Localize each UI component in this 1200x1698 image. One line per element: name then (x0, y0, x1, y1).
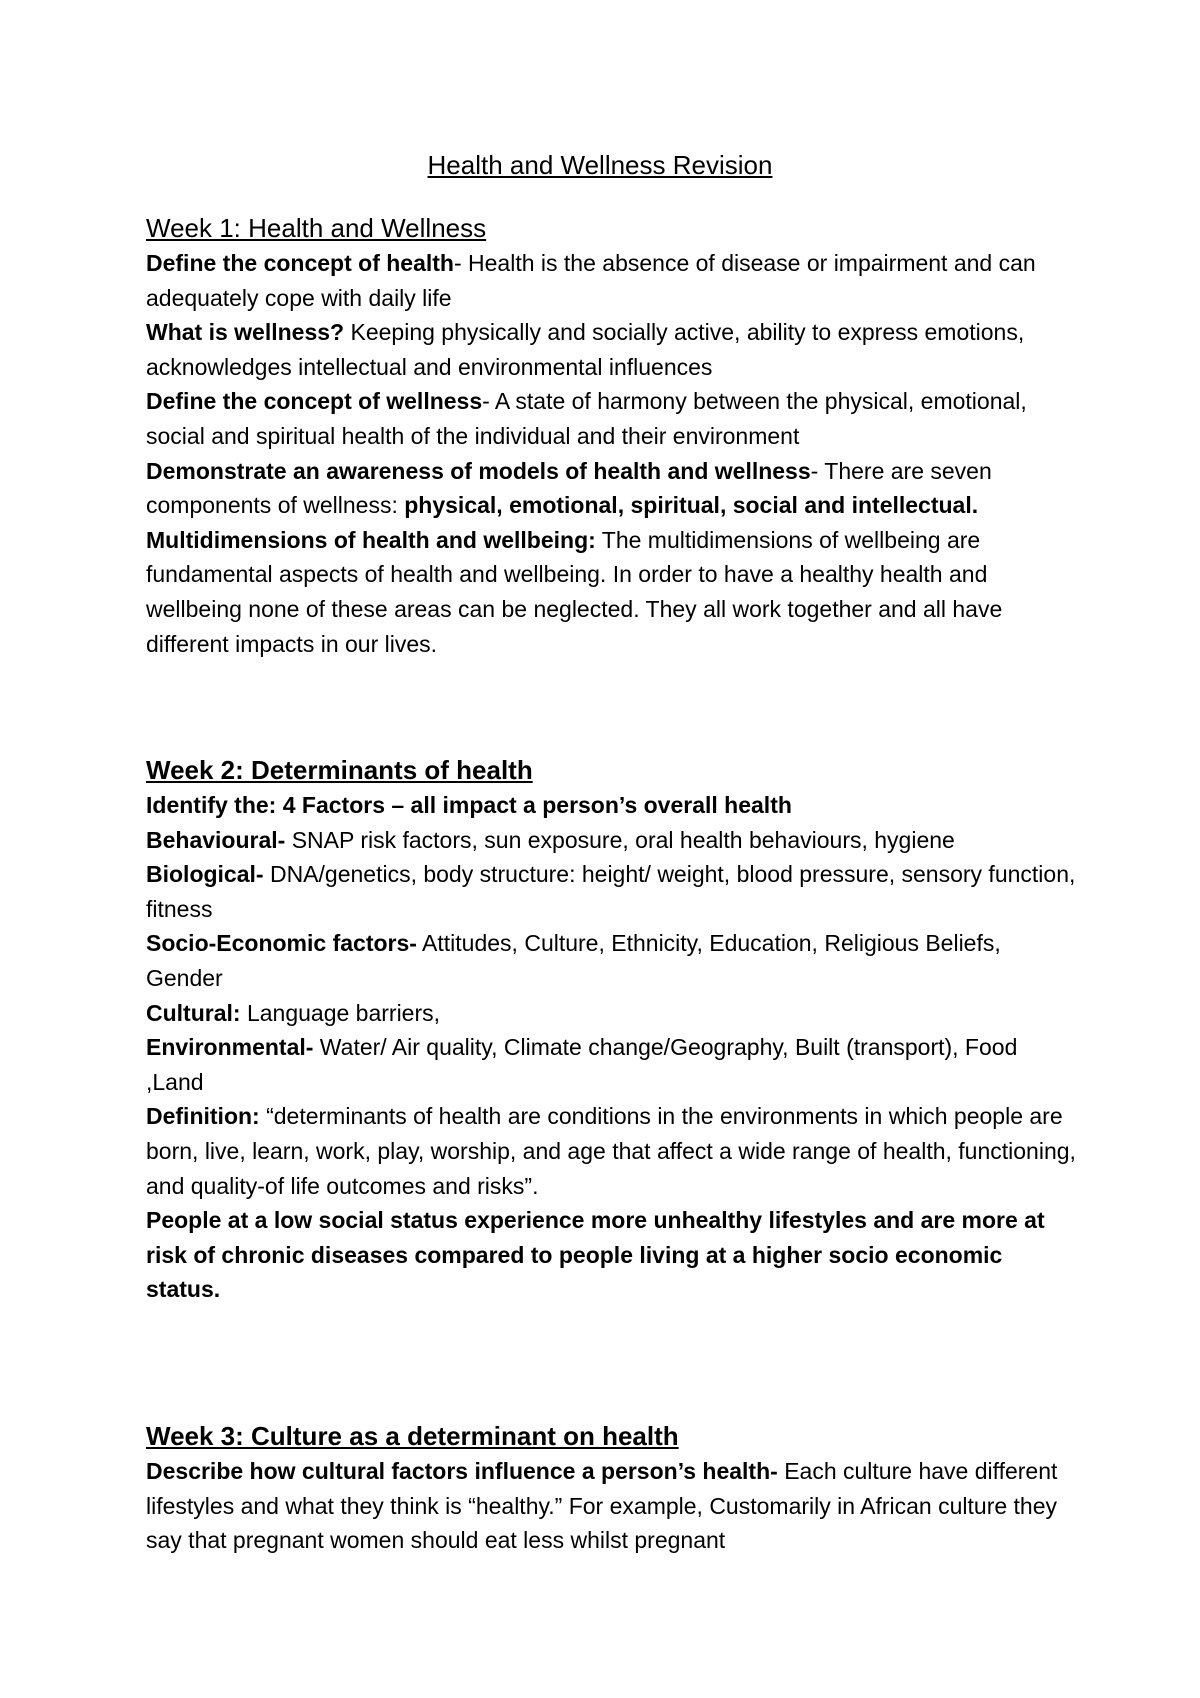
week1-item (146, 246, 1076, 315)
week2-identify: Identify the: 4 Factors – all impact a person’s overall health (146, 792, 792, 818)
item-text: “determinants of health are conditions in the environments in which people are born, live, learn, work, play, worship, and age that affect a wide range of health, functioning, and quality-of life outcomes and risks”. (146, 1103, 1076, 1199)
week3-item (146, 1454, 1076, 1558)
item-label: Describe how cultural factors influence a person’s health- (146, 1458, 778, 1484)
week2-section (146, 752, 1076, 1307)
item-text: DNA/genetics, body structure: height/ weight, blood pressure, sensory function, fitness (146, 861, 1076, 922)
item-label: Definition: (146, 1103, 260, 1130)
week2-item (146, 1030, 1076, 1099)
item-bold-tail: physical, emotional, spiritual, social and intellectual. (404, 492, 979, 519)
item-label: What is wellness? (146, 319, 345, 346)
item-label: Environmental- (146, 1034, 314, 1061)
item-text: Water/ Air quality, Climate change/Geography, Built (transport), Food ,Land (146, 1034, 1018, 1095)
week1-heading: Week 1: Health and Wellness (146, 213, 487, 243)
item-label: Behavioural- (146, 826, 286, 853)
week2-item (146, 1099, 1076, 1203)
item-text: Keeping physically and socially active, ability to express emotions, acknowledges intellectual and environmental influences (146, 319, 1025, 380)
item-text: - There are seven components of wellness: (146, 457, 992, 519)
week2-item (146, 823, 1076, 858)
week2-heading: Week 2: Determinants of health (146, 755, 533, 785)
item-text: The multidimensions of wellbeing are fundamental aspects of health and wellbeing. In order to have a healthy health and wellbeing none of these areas can be neglected. They all work together and all have different impacts in our lives. (146, 526, 1003, 657)
week3-section (146, 1418, 1076, 1558)
item-text: Each culture have different lifestyles and what they think is “healthy.” For example, Customarily in African culture they say that pregnant women should eat less whilst pregnant (146, 1458, 1058, 1554)
week3-heading: Week 3: Culture as a determinant on health (146, 1421, 679, 1451)
item-label: Cultural: (146, 999, 241, 1026)
item-text: - A state of harmony between the physical, emotional, social and spiritual health of the individual and their environment (146, 388, 1027, 449)
week2-conclusion: People at a low social status experience more unhealthy lifestyles and are more at risk of chronic diseases compared to people living at a higher socio economic status. (146, 1207, 1045, 1303)
week2-item (146, 857, 1076, 926)
item-text: Attitudes, Culture, Ethnicity, Education, Religious Beliefs, Gender (146, 930, 1001, 991)
item-label: Multidimensions of health and wellbeing: (146, 526, 596, 553)
week1-item (146, 454, 1076, 523)
week1-item (146, 384, 1076, 453)
item-text: SNAP risk factors, sun exposure, oral health behaviours, hygiene (285, 826, 955, 853)
item-text: - Health is the absence of disease or impairment and can adequately cope with daily life (146, 250, 1036, 311)
week2-item (146, 926, 1076, 995)
item-label: Socio-Economic factors- (146, 930, 417, 957)
document-title: Health and Wellness Revision (427, 150, 773, 180)
item-label: Biological- (146, 861, 264, 888)
item-text: Language barriers, (240, 999, 441, 1026)
item-label: Define the concept of wellness (146, 388, 483, 415)
week1-section (146, 210, 1076, 661)
item-label: Demonstrate an awareness of models of health and wellness (146, 457, 811, 484)
item-label: Define the concept of health (146, 250, 454, 276)
week1-item (146, 315, 1076, 384)
week1-item (146, 523, 1076, 661)
week2-item (146, 996, 1076, 1031)
